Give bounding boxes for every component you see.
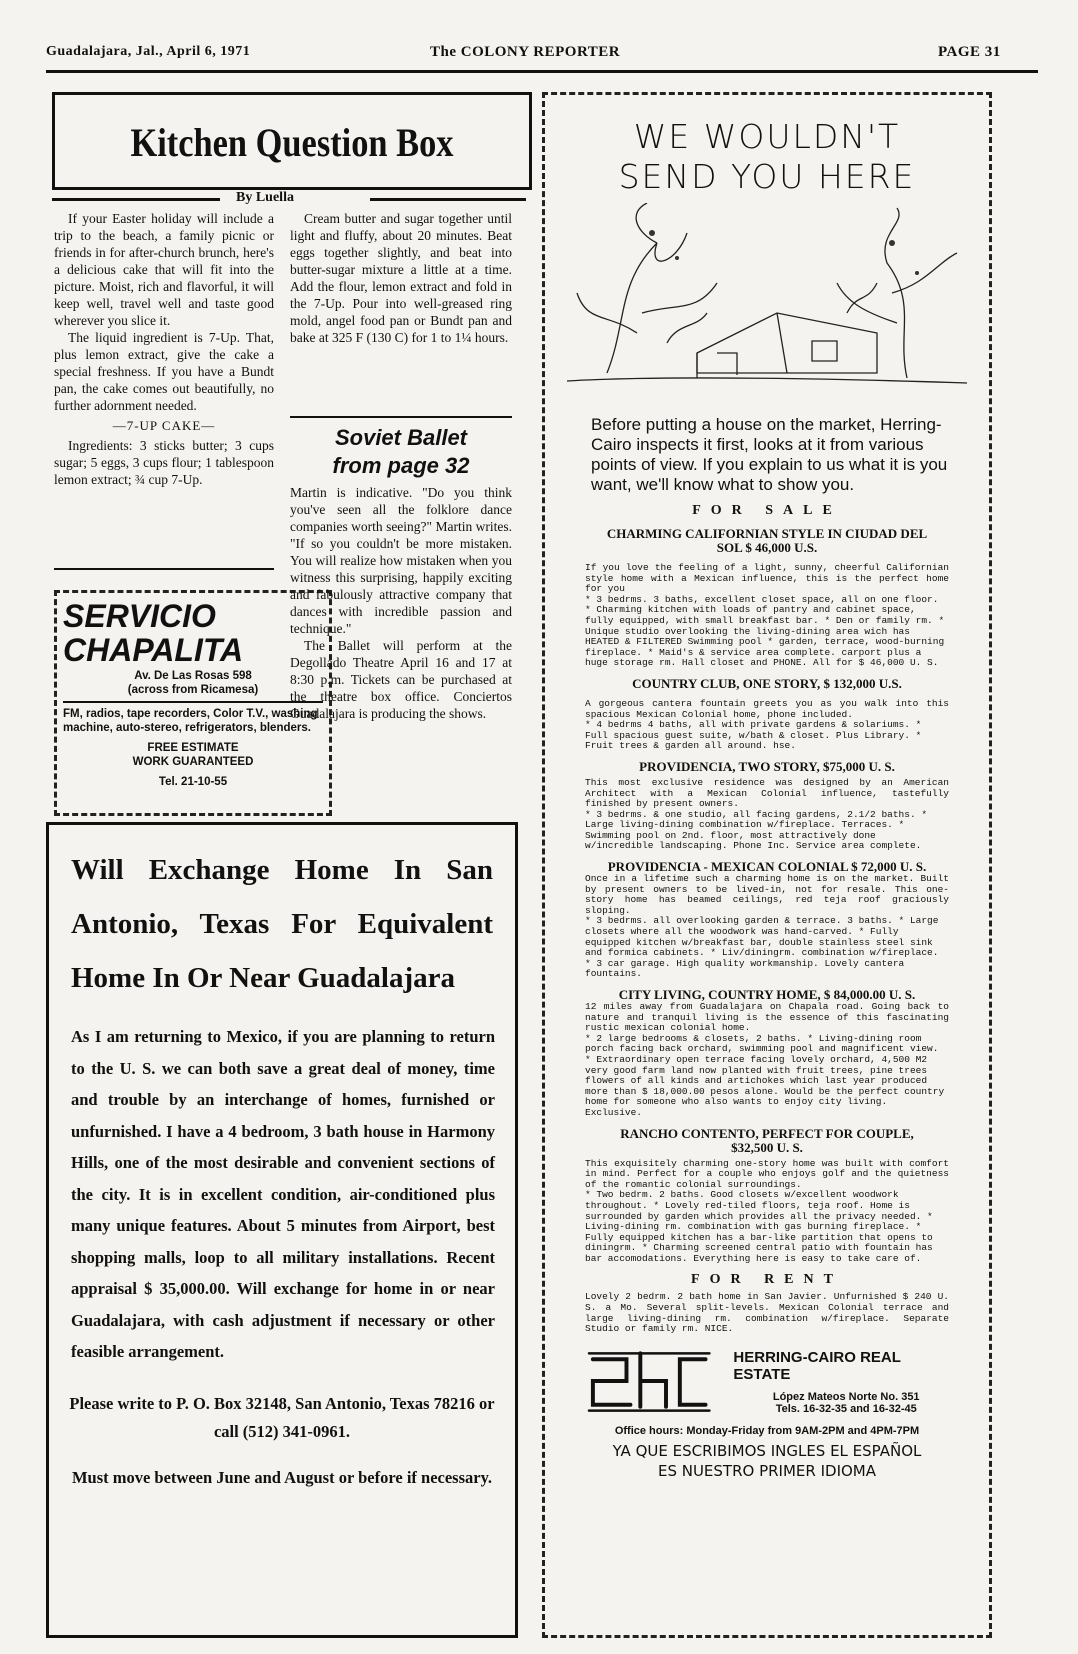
soviet-paragraph: Martin is indicative. "Do you think you've seen all the folklore dance companies worth seeing?" Martin writes. "If so you couldn't be more mistaken. You will realize how mistaken when you witness this surprising, happily exciting and fabulously attractive company that dances with incredible passion and technique." (290, 485, 512, 636)
listing-features: * 2 large bedrooms & closets, 2 baths. * Living-dining room porch facing back orchard, swimming pool and magnificent view. * Extraordinary open terrace facing lovely orchard, 4,500 M2 very good farm land now planted with fruit trees, pine trees flowers of all kinds and artichokes which last year produced more than $ 18,000.00 pesos alone. Would be the perfect country home for someone who also wants to enjoy city living. Exclusive. (585, 1032, 945, 1118)
soviet-title: Soviet Ballet (334, 425, 468, 450)
header-page-number: PAGE 31 (938, 44, 1001, 60)
kitchen-title-box (52, 92, 532, 190)
soviet-jump-line: from page 32 (332, 453, 470, 478)
byline: By Luella (236, 190, 294, 205)
listing-description: A gorgeous cantera fountain greets you as you walk into this spacious Mexican Colonial home, phone included. (585, 697, 949, 720)
hc-phones: Tels. 16-32-35 and 16-32-45 (775, 1402, 917, 1415)
listing-title: CHARMING CALIFORNIAN STYLE IN CIUDAD DEL SOL $ 46,000 U.S. (606, 526, 928, 555)
servicio-guarantee: WORK GUARANTEED (132, 756, 254, 768)
exchange-headline: Will Exchange Home In San Antonio, Texas For Equivalent Home In Or Near Guadalajara (71, 854, 493, 994)
listing-features: * 3 bedrms. all overlooking garden & terrace. 3 baths. * Large closets where all the woodwork was hand-carved. * Fully equipped kitchen w/breakfast bar, double stainless steel sink and formica cabinets. * Liv/diningrm. combination w/fireplace. * 3 car garage. High quality workmanship. Lovely cantera fountains. (585, 915, 939, 980)
hc-spanish-line-2: ES NUESTRO PRIMER IDIOMA (657, 1461, 877, 1480)
rental-listing: Lovely 2 bedrm. 2 bath home in San Javier. Unfurnished $ 240 U. S. a Mo. Several split-levels. Mexican Colonial terrace and large living-dining rm. combination w/fireplace. Separate Studio or family rm. NICE. (585, 1291, 949, 1335)
listing-title: RANCHO CONTENTO, PERFECT FOR COUPLE, $32,500 U. S. (620, 1125, 914, 1155)
hc-monogram-logo (585, 1347, 713, 1417)
soviet-ballet-article (290, 424, 512, 722)
hc-intro: Before putting a house on the market, Herring-Cairo inspects it first, looks at it from various points of view. If you explain to us what it is you want, we'll know what to show you. (591, 415, 948, 494)
house-sketch-illustration (547, 203, 987, 403)
servicio-services: FM, radios, tape recorders, Color T.V., washing machine, auto-stereo, refrigerators, blenders. (63, 708, 318, 734)
byline-rule-left (52, 198, 220, 201)
listing-features: * Two bedrm. 2 baths. Good closets w/excellent woodwork throughout. * Lovely red-tiled floors, teja roof. Home is surrounded by garden which provides all the privacy needed. * Living-dining rm. combination with gas burning fireplace. * Fully equipped kitchen has a bar-like partition that opens to diningrm. * Charming screened central patio with fountain has bar accomodations. Everything here is easy to take care of. (585, 1189, 933, 1264)
servicio-name: SERVICIO (63, 598, 216, 634)
hc-office-hours: Office hours: Monday-Friday from 9AM-2PM and 4PM-7PM (614, 1424, 920, 1437)
servicio-estimate: FREE ESTIMATE (147, 742, 239, 754)
listing-description: 12 miles away from Guadalajara on Chapala road. Going back to nature and tranquil living is the essence of this fascinating rustic mexican colonial home. (585, 1001, 949, 1034)
hc-for-rent-heading: FOR RENT (691, 1272, 843, 1288)
servicio-address-note: (across from Ricamesa) (127, 684, 259, 696)
kitchen-paragraph: If your Easter holiday will include a trip to the beach, a family picnic or friends in for after-church brunch, here's a delicious cake that will fit into the picture. Moist, rich and flavorful, it will keep well, travel well and taste good wherever you slice it. (54, 211, 274, 328)
column-divider (290, 416, 512, 418)
hc-headline: WE WOULDN'T (633, 117, 901, 156)
kitchen-title: Kitchen Question Box (130, 120, 454, 165)
recipe-heading: —7-UP CAKE— (112, 418, 216, 433)
hc-headline-2: SEND YOU HERE (618, 157, 916, 196)
listing-features: * 3 bedrms. & one studio, all facing gardens, 2.1/2 baths. * Large living-dining combination w/fireplace. Terraces. * Swimming pool on 2nd. floor, most attractively done w/incredible landscaping. Phone Inc. Service area complete. (585, 808, 928, 852)
kitchen-paragraph: The liquid ingredient is 7-Up. That, plus lemon extract, give the cake a special freshness. If you have a Bundt pan, the cake comes out beautifully, no further adornment needed. (54, 330, 274, 413)
hc-company-name: HERRING-CAIRO REAL ESTATE (733, 1348, 901, 1383)
listing-description: If you love the feeling of a light, sunny, cheerful Californian style home with a Mexican influence, this is the perfect home for you (585, 562, 949, 595)
servicio-divider (63, 701, 323, 703)
exchange-move-note: Must move between June and August or before if necessary. (71, 1467, 493, 1487)
kitchen-divider (54, 568, 274, 570)
listing-description: This most exclusive residence was designed by an American Architect with a Mexican Colonial influence, tastefully finished by present owners. (585, 776, 949, 810)
herring-cairo-ad (542, 92, 992, 1638)
listing-features: * 3 bedrms. 3 baths, excellent closet space, all on one floor. * Charming kitchen with loads of pantry and cabinet space, fully equipped, with small breakfast bar. * Den or family rm. * Unique studio overlooking the living-dining area wich has HEATED & FILTERED Swimming pool * garden, terrace, wood-burning fireplace. * Maid's & service area complete. carport plus a huge storage rm. Hall closet and PHONE. All for $ 46,000 U. S. (585, 593, 945, 669)
header-date: Guadalajara, Jal., April 6, 1971 (46, 44, 251, 59)
exchange-contact: Please write to P. O. Box 32148, San Antonio, Texas 78216 or call (512) 341-0961. (69, 1393, 495, 1441)
recipe-method: Cream butter and sugar together until light and fluffy, about 20 minutes. Beat eggs together slightly, and beat into butter-sugar mixture a little at a time. Add the flour, lemon extract and fold in the 7-Up. Pour into well-greased ring mold, angel food pan or Bundt pan and bake at 325 F (130 C) for 1 to 1¼ hours. (290, 211, 512, 345)
hc-contact-block (585, 1347, 959, 1417)
servicio-address: Av. De Las Rosas 598 (134, 670, 252, 682)
listing-title: PROVIDENCIA - MEXICAN COLONIAL $ 72,000 U. S. (607, 859, 927, 875)
header-masthead: The COLONY REPORTER (430, 44, 621, 60)
listing-description: This exquisitely charming one-story home was built with comfort in mind. Perfect for a couple who enjoys golf and the quietness of the romantic colonial surroundings. (585, 1157, 949, 1190)
listing-description: Once in a lifetime such a charming home is on the market. Built by present owners to be lived-in, not for resale. This one-story home has beamed ceilings, red teja roof graciously sloping. (585, 873, 949, 916)
header-rule (46, 70, 1038, 73)
kitchen-column-1 (54, 210, 274, 488)
hc-for-sale-heading: FOR SALE (692, 503, 842, 518)
listing-title: COUNTRY CLUB, ONE STORY, $ 132,000 U.S. (632, 675, 902, 691)
exchange-home-ad (46, 822, 518, 1638)
kitchen-column-2 (290, 210, 512, 346)
listing-title: CITY LIVING, COUNTRY HOME, $ 84,000.00 U. S. (618, 987, 916, 1002)
recipe-ingredients: Ingredients: 3 sticks butter; 3 cups sugar; 5 eggs, 3 cups flour; 1 tablespoon lemon extract; ¾ cup 7-Up. (54, 438, 274, 487)
byline-rule-right (370, 198, 526, 201)
servicio-phone: Tel. 21-10-55 (158, 776, 228, 788)
listing-features: * 4 bedrms 4 baths, all with private gardens & solariums. * Full spacious guest suite, w/bath & closet. Plus Library. * Fruit trees & garden all around. hse. (585, 719, 922, 752)
exchange-body: As I am returning to Mexico, if you are planning to return to the U. S. we can both save a great deal of money, time and trouble by an interchange of homes, furnished or unfurnished. I have a 4 bedroom, 3 bath house in Harmony Hills, one of the most desirable and convenient sections of the city. It is in excellent condition, air-conditioned plus many unique features. About 5 minutes from Airport, best shopping malls, loop to all military installations. Recent appraisal $ 35,000.00. Will exchange for home in or near Guadalajara, with cash adjustment if necessary or other feasible arrangement. (71, 1027, 495, 1361)
hc-spanish-line-1: YA QUE ESCRIBIMOS INGLES EL ESPAÑOL (612, 1441, 922, 1460)
soviet-paragraph: The Ballet will perform at the Degollado Theatre April 16 and 17 at 8:30 p.m. Tickets can be purchased at the theatre box office. Conciertos Guadalajara is producing the shows. (290, 638, 512, 721)
hc-address: López Mateos Norte No. 351 (772, 1390, 920, 1403)
servicio-name-2: CHAPALITA (63, 632, 244, 668)
listing-title: PROVIDENCIA, TWO STORY, $75,000 U. S. (639, 758, 895, 774)
